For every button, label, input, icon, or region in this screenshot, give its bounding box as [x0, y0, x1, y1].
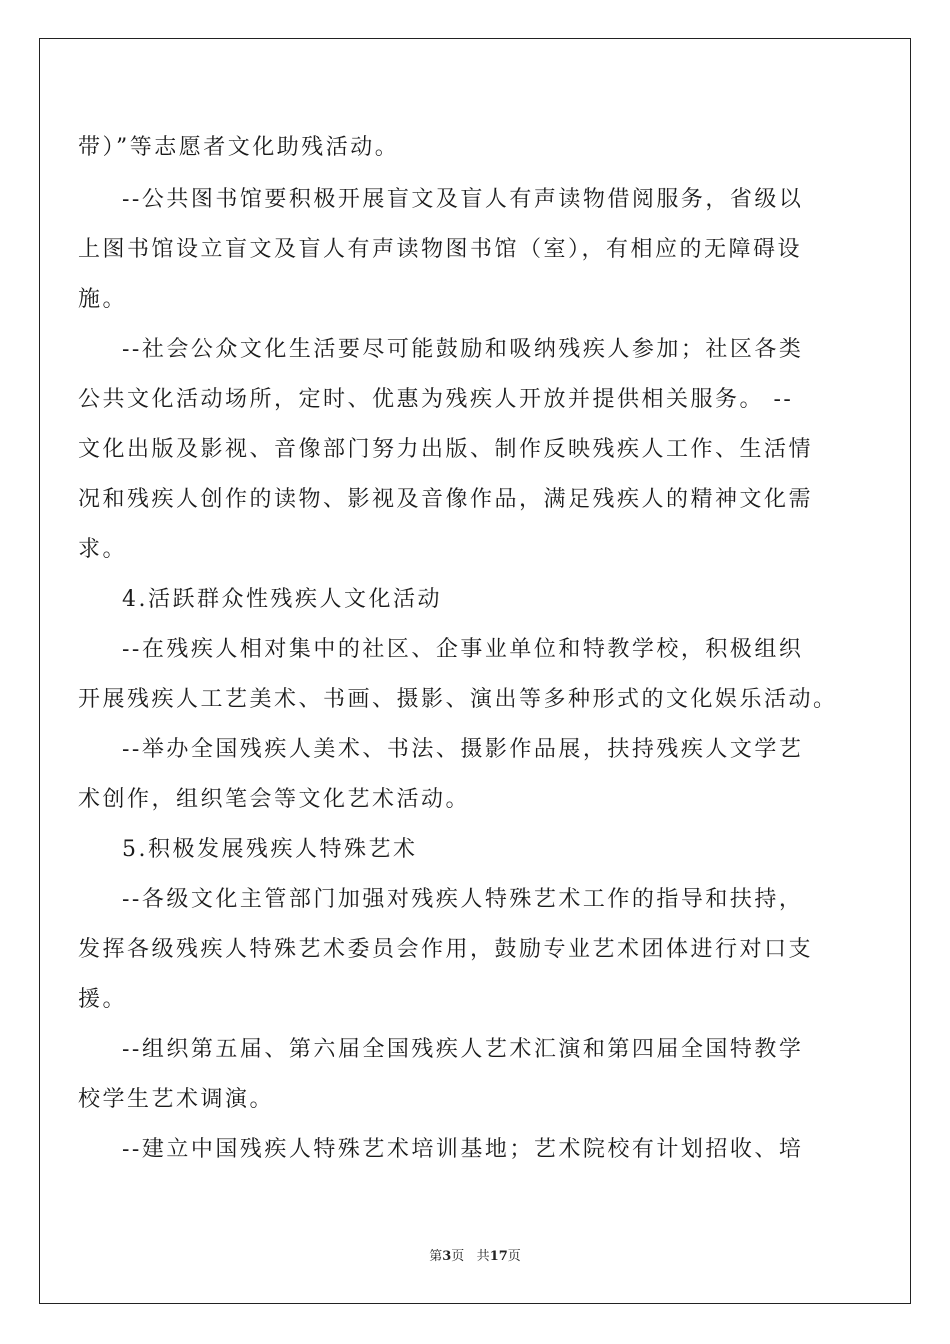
page-suffix: 页: [451, 1249, 465, 1264]
section-heading: 4.活跃群众性残疾人文化活动: [122, 587, 442, 612]
total-prefix: 共: [476, 1249, 490, 1264]
section-heading: 5.积极发展残疾人特殊艺术: [122, 837, 418, 862]
text-line: 发挥各级残疾人特殊艺术委员会作用，鼓励专业艺术团体进行对口支: [78, 937, 814, 962]
text-line: 文化出版及影视、音像部门努力出版、制作反映残疾人工作、生活情: [78, 437, 814, 462]
text-line: 校学生艺术调演。: [78, 1087, 275, 1112]
text-line: 求。: [78, 537, 128, 562]
text-line: --各级文化主管部门加强对残疾人特殊艺术工作的指导和扶持，: [122, 887, 804, 912]
page-prefix: 第: [429, 1249, 443, 1264]
text-line: 况和残疾人创作的读物、影视及音像作品，满足残疾人的精神文化需: [78, 487, 814, 512]
text-line: 带）”等志愿者文化助残活动。: [78, 135, 400, 160]
text-line: --组织第五届、第六届全国残疾人艺术汇演和第四届全国特教学: [122, 1037, 804, 1062]
text-line: 上图书馆设立盲文及盲人有声读物图书馆（室），有相应的无障碍设: [78, 237, 803, 262]
total-pages: 17: [489, 1249, 508, 1264]
page-footer: [0, 1248, 950, 1266]
text-line: --在残疾人相对集中的社区、企事业单位和特教学校，积极组织: [122, 637, 804, 662]
text-line: 援。: [78, 987, 128, 1012]
page-number: 3: [442, 1249, 452, 1264]
total-suffix: 页: [507, 1249, 521, 1264]
text-line: 开展残疾人工艺美术、书画、摄影、演出等多种形式的文化娱乐活动。: [78, 687, 838, 712]
text-line: 术创作，组织笔会等文化艺术活动。: [78, 787, 471, 812]
text-line: 公共文化活动场所，定时、优惠为残疾人开放并提供相关服务。 --: [78, 387, 794, 412]
text-line: --公共图书馆要积极开展盲文及盲人有声读物借阅服务，省级以: [122, 187, 804, 212]
text-line: --建立中国残疾人特殊艺术培训基地；艺术院校有计划招收、培: [122, 1137, 804, 1162]
text-line: --举办全国残疾人美术、书法、摄影作品展，扶持残疾人文学艺: [122, 737, 804, 762]
text-line: --社会公众文化生活要尽可能鼓励和吸纳残疾人参加；社区各类: [122, 337, 804, 362]
text-line: 施。: [78, 287, 128, 312]
